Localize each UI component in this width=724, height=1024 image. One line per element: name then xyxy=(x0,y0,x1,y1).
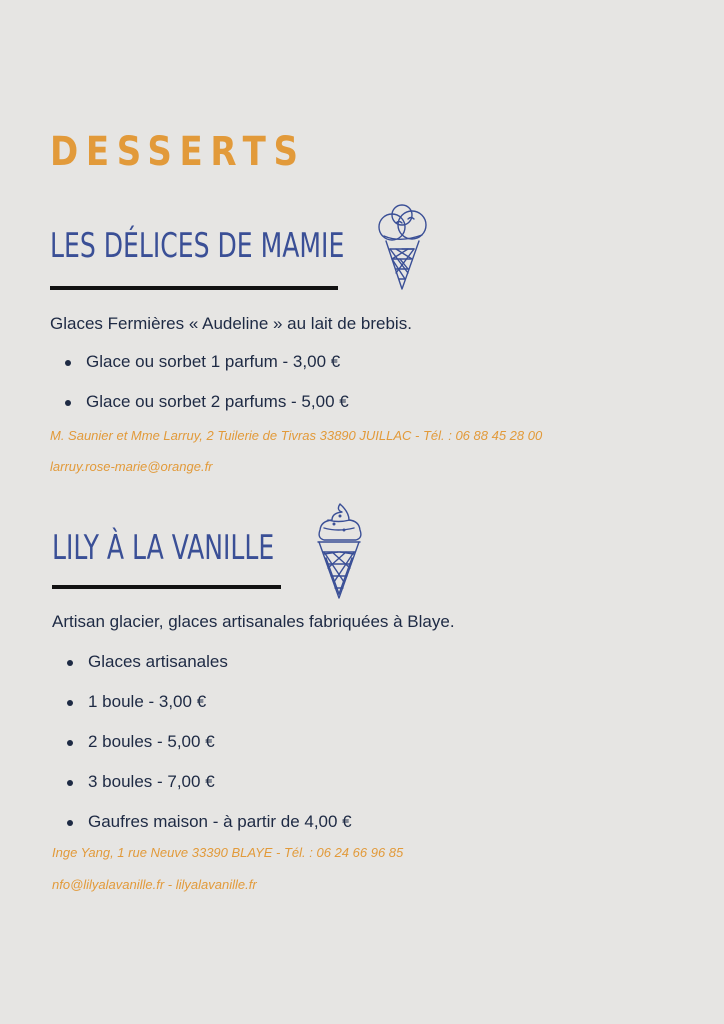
section-divider xyxy=(52,585,281,589)
list-item: Glace ou sorbet 1 parfum - 3,00 € xyxy=(50,350,349,390)
list-item: 1 boule - 3,00 € xyxy=(52,690,352,730)
contact-address: Inge Yang, 1 rue Neuve 33390 BLAYE - Tél. : 06 24 66 96 85 xyxy=(52,845,404,860)
section-divider xyxy=(50,286,338,290)
contact-email-website[interactable]: nfo@lilyalavanille.fr - lilyalavanille.fr xyxy=(52,877,257,892)
page-title: DESSERTS xyxy=(50,129,306,175)
section-title-delices-de-mamie: LES DÉLICES DE MAMIE xyxy=(50,226,345,266)
soft-serve-cone-icon xyxy=(314,500,364,600)
list-item: 3 boules - 7,00 € xyxy=(52,770,352,810)
section-title-lily-a-la-vanille: LILY À LA VANILLE xyxy=(52,528,275,568)
section-intro: Artisan glacier, glaces artisanales fabriquées à Blaye. xyxy=(52,612,455,631)
list-item: Glaces artisanales xyxy=(52,650,352,690)
section-intro: Glaces Fermières « Audeline » au lait de brebis. xyxy=(50,314,412,333)
price-list xyxy=(50,350,349,430)
list-item: 2 boules - 5,00 € xyxy=(52,730,352,770)
ice-cream-cone-two-scoops-icon xyxy=(372,203,436,293)
contact-address: M. Saunier et Mme Larruy, 2 Tuilerie de Tivras 33890 JUILLAC - Tél. : 06 88 45 28 00 xyxy=(50,428,543,443)
contact-email[interactable]: larruy.rose-marie@orange.fr xyxy=(50,459,213,474)
price-list xyxy=(52,650,352,850)
list-item: Glace ou sorbet 2 parfums - 5,00 € xyxy=(50,390,349,430)
list-item: Gaufres maison - à partir de 4,00 € xyxy=(52,810,352,850)
